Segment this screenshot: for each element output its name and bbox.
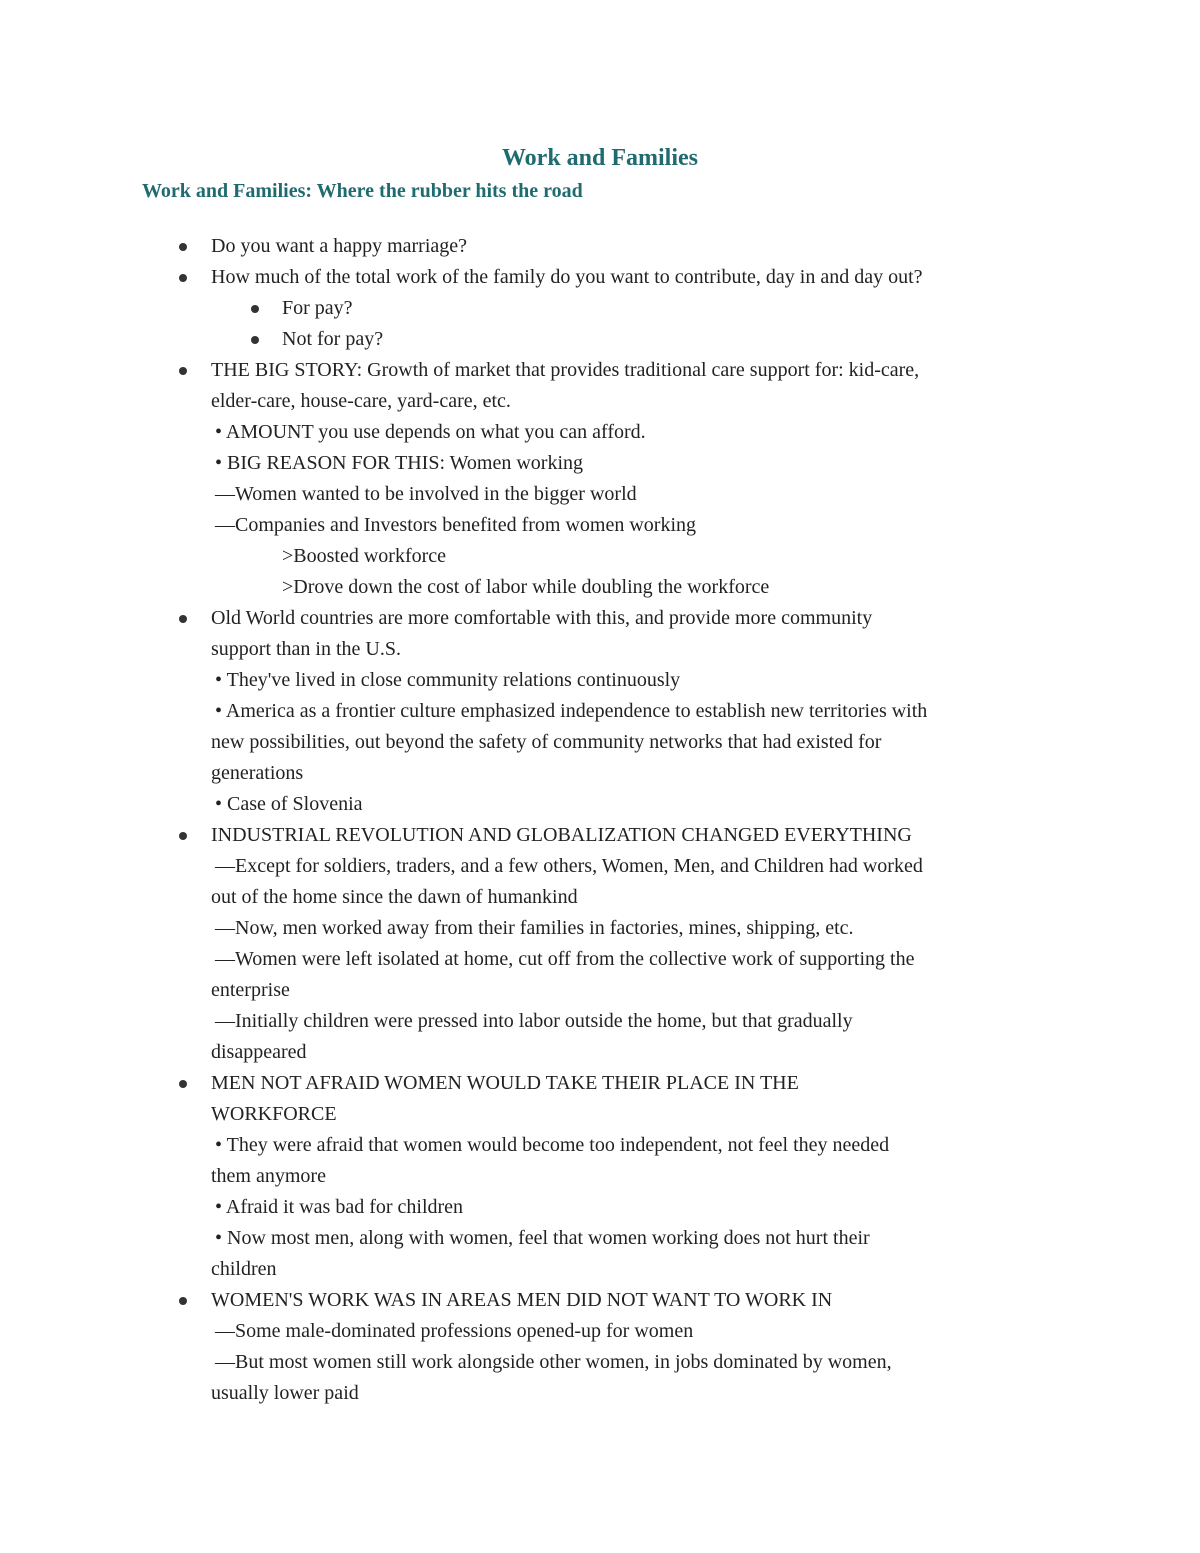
bullet-icon: [179, 832, 187, 840]
list-item-text: WOMEN'S WORK WAS IN AREAS MEN DID NOT WANT TO WORK IN: [211, 1289, 833, 1311]
list-item-continuation: [0, 1223, 1200, 1254]
list-item-continuation: [0, 665, 1200, 696]
list-item-continuation: [0, 1378, 1200, 1409]
bullet-icon: [251, 305, 259, 313]
bullet-icon: [179, 367, 187, 375]
list-item: [0, 1068, 1200, 1099]
document-title: Work and Families: [501, 145, 699, 171]
list-item-continuation: [0, 1099, 1200, 1130]
list-item-continuation: [0, 851, 1200, 882]
list-item-continuation: [0, 913, 1200, 944]
list-item-continuation: [0, 1254, 1200, 1285]
list-item-continuation: [0, 634, 1200, 665]
list-item-text: • AMOUNT you use depends on what you can afford.: [215, 421, 646, 443]
list-item-continuation: [0, 572, 1200, 603]
list-item-continuation: [0, 727, 1200, 758]
list-item-text: Do you want a happy marriage?: [211, 235, 468, 257]
list-item-text: disappeared: [211, 1041, 307, 1063]
list-item-continuation: [0, 1130, 1200, 1161]
list-item-text: —Women wanted to be involved in the bigger world: [215, 483, 637, 505]
list-item-text: • Case of Slovenia: [215, 793, 363, 815]
list-item-text: —Initially children were pressed into labor outside the home, but that gradually: [215, 1010, 853, 1032]
list-item-text: them anymore: [211, 1165, 326, 1187]
list-item-text: • They've lived in close community relations continuously: [215, 669, 681, 691]
list-item-text: generations: [211, 762, 304, 784]
list-item-continuation: [0, 758, 1200, 789]
list-item-text: • BIG REASON FOR THIS: Women working: [215, 452, 584, 474]
list-item: [0, 1285, 1200, 1316]
bullet-icon: [179, 615, 187, 623]
list-item-text: For pay?: [282, 297, 353, 319]
bullet-icon: [179, 243, 187, 251]
list-item-text: • They were afraid that women would become too independent, not feel they needed: [215, 1134, 890, 1156]
bullet-icon: [179, 1297, 187, 1305]
list-item-text: INDUSTRIAL REVOLUTION AND GLOBALIZATION CHANGED EVERYTHING: [211, 824, 912, 846]
notes-list: [0, 231, 1200, 1409]
list-item-text: Old World countries are more comfortable with this, and provide more community: [211, 607, 873, 629]
list-item-text: • Now most men, along with women, feel that women working does not hurt their: [215, 1227, 870, 1249]
list-item-text: Not for pay?: [282, 328, 384, 350]
list-item: [0, 603, 1200, 634]
document-subtitle: Work and Families: Where the rubber hits the road: [142, 180, 583, 202]
list-item-continuation: [0, 1037, 1200, 1068]
list-item-text: usually lower paid: [211, 1382, 359, 1404]
list-item-text: —Some male-dominated professions opened-up for women: [215, 1320, 694, 1342]
list-item-text: THE BIG STORY: Growth of market that provides traditional care support for: kid-care,: [211, 359, 920, 381]
list-item-continuation: [0, 386, 1200, 417]
list-item-text: —But most women still work alongside other women, in jobs dominated by women,: [215, 1351, 892, 1373]
bullet-icon: [179, 1080, 187, 1088]
list-item-text: out of the home since the dawn of humankind: [211, 886, 578, 908]
list-item-text: How much of the total work of the family do you want to contribute, day in and day out?: [211, 266, 923, 288]
list-item-continuation: [0, 510, 1200, 541]
list-item-text: —Now, men worked away from their families in factories, mines, shipping, etc.: [215, 917, 854, 939]
list-item: [0, 820, 1200, 851]
list-item: [0, 262, 1200, 293]
bullet-icon: [251, 336, 259, 344]
bullet-icon: [179, 274, 187, 282]
list-item-text: —Women were left isolated at home, cut off from the collective work of supporting the: [215, 948, 915, 970]
list-item-text: MEN NOT AFRAID WOMEN WOULD TAKE THEIR PLACE IN THE: [211, 1072, 799, 1094]
list-item: [0, 293, 1200, 324]
list-item-text: support than in the U.S.: [211, 638, 401, 660]
list-item-text: —Except for soldiers, traders, and a few others, Women, Men, and Children had worked: [215, 855, 923, 877]
list-item-continuation: [0, 1006, 1200, 1037]
list-item-text: >Boosted workforce: [282, 545, 447, 567]
list-item-continuation: [0, 1347, 1200, 1378]
list-item-continuation: [0, 944, 1200, 975]
list-item-continuation: [0, 1161, 1200, 1192]
list-item-text: elder-care, house-care, yard-care, etc.: [211, 390, 511, 412]
list-item-text: —Companies and Investors benefited from women working: [215, 514, 697, 536]
list-item-continuation: [0, 417, 1200, 448]
list-item-text: new possibilities, out beyond the safety of community networks that had existed for: [211, 731, 882, 753]
list-item-continuation: [0, 479, 1200, 510]
list-item-continuation: [0, 882, 1200, 913]
list-item-text: WORKFORCE: [211, 1103, 337, 1125]
list-item-continuation: [0, 1192, 1200, 1223]
list-item: [0, 231, 1200, 262]
list-item-continuation: [0, 541, 1200, 572]
list-item-text: • Afraid it was bad for children: [215, 1196, 464, 1218]
list-item-text: >Drove down the cost of labor while doubling the workforce: [282, 576, 770, 598]
list-item-continuation: [0, 789, 1200, 820]
list-item: [0, 355, 1200, 386]
list-item-text: enterprise: [211, 979, 290, 1001]
list-item: [0, 324, 1200, 355]
list-item-text: children: [211, 1258, 277, 1280]
list-item-continuation: [0, 1316, 1200, 1347]
list-item-text: • America as a frontier culture emphasized independence to establish new territories with: [215, 700, 928, 722]
list-item-continuation: [0, 975, 1200, 1006]
list-item-continuation: [0, 696, 1200, 727]
list-item-continuation: [0, 448, 1200, 479]
